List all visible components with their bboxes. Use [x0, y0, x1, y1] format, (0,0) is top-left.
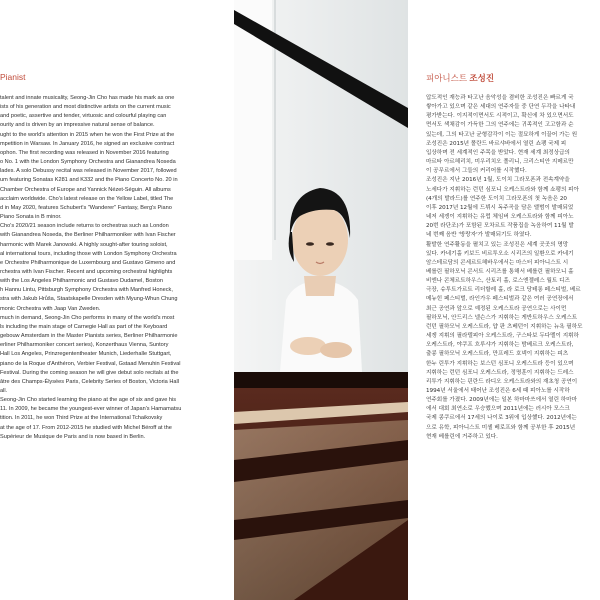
ko-text-line: 1994년 서울에서 태어난 조성진은 6세 때 피아노를 시작하 [426, 388, 570, 394]
ko-text-line: 20번 라단조)가 포함된 모차르트 작품집을 녹음하여 11월 발 [426, 223, 574, 230]
ko-text-line: (4개의 발라드)를 연주한 도이치 그라모폰의 첫 녹음은 20 [426, 195, 567, 202]
english-heading: Pianist [0, 72, 26, 82]
ko-text-line: 리투가 지휘하는 핀란드 라디오 오케스트라와의 재초청 공연이 [426, 378, 578, 385]
en-text-line: h Hannu Lintu, Pittsburgh Symphony Orchestra with Manfred Honeck, [0, 287, 173, 294]
en-text-line: gebouw Amsterdam in the Master Pianists series, Berliner Philharmonie [0, 333, 178, 340]
ko-text-line: 에서 대회 최연소로 우승했으며 2011년에는 러시아 모스크 [426, 406, 570, 413]
en-text-line: ls including the main stage of Carnegie Hall as part of the Keyboard [0, 323, 168, 330]
en-text-line: much in demand, Seong-Jin Cho performs in many of the world's most [0, 314, 175, 321]
en-text-line: monic Orchestra with Jaap Van Zweden. [0, 305, 101, 312]
en-text-line: al international tours, including those with London Symphony Orchestra [0, 250, 177, 257]
en-text-line: talent and innate musicality, Seong-Jin Cho has made his mark as one [0, 95, 175, 101]
en-text-line: stra with Jakub Hrůša, Staatskapelle Dresden with Myung-Whun Chung [0, 296, 178, 303]
ko-text-line: 베를린 필하모닉 콘서트 시리즈를 통해서 베를린 필하모니 홀 [426, 268, 574, 275]
ko-text-line: 극장, 슈투트가르트 리더할레 홀, 라 로크 당테롱 페스티벌, 베르 [426, 287, 581, 294]
korean-heading-name: 조성진 [469, 73, 495, 83]
en-text-line: and poetic, assertive and tender, virtuosic and colourful playing can [0, 113, 167, 120]
ko-text-line: 쌓아가고 있으며 같은 세대의 연주자들 중 단연 두각을 나타내 [426, 104, 576, 111]
ko-text-line: 연주회를 가졌다. 2009년에는 일본 하마마쓰에서 열린 하마마 [426, 397, 577, 404]
en-text-line: um featuring Sonatas K281 and K332 and the Piano Concerto No. 20 in [0, 177, 178, 184]
ko-text-line: 압도적인 재능과 타고난 음악성을 겸비한 조성진은 빠르게 국 [426, 95, 574, 101]
en-text-line: Hall Los Angeles, Prinzregententheater Munich, Liederhalle Stuttgart, [0, 351, 172, 358]
en-text-line: lades. A solo Debussy recital was released in November 2017, followed [0, 168, 177, 175]
en-text-line: rchestra with Ivan Fischer. Recent and upcoming orchestral highlights [0, 268, 173, 275]
ko-text-line: 입상하며 전 세계적인 주목을 받았다. 현재 세계 최정상급의 [426, 149, 570, 156]
en-text-line: Supérieur de Musique de Paris and is now based in Berlin. [0, 433, 146, 440]
en-text-line: ourity and is driven by an impressive natural sense of balance. [0, 122, 155, 129]
ko-text-line: 활발한 연주활동을 펼치고 있는 조성진은 세계 곳곳의 명망 [426, 241, 569, 248]
en-text-line: piano de la Roque d'Anthéron, Verbier Festival, Gstaad Menuhin Festival [0, 360, 181, 367]
korean-heading [426, 72, 494, 84]
ko-text-line: 최근 공연과 앞으로 예정된 오케스트라 공연으로는 사이먼 [426, 305, 567, 312]
ko-text-line: 조성진은 지난 2016년 1월, 도이치 그라모폰과 전속계약을 [426, 177, 570, 184]
en-text-line: Festival. During the coming season he will give debut solo recitals at the [0, 369, 179, 376]
ko-text-line: 조성진은 2015년 폴란드 바르샤바에서 열린 쇼팽 국제 피 [426, 140, 567, 147]
pianist-photo [234, 0, 408, 600]
english-biography [0, 94, 226, 442]
en-text-line: d in May 2020, features Schubert's "Wanderer" Fantasy, Berg's Piano [0, 204, 172, 211]
en-text-line: 11. In 2009, he became the youngest-ever winner of Japan's Hamamatsu [0, 406, 182, 413]
ko-text-line: 이 공무르에서 그들의 커리어를 시작했다. [426, 168, 527, 175]
en-text-line: Cho's 2020/21 season include returns to orchestras such as London [0, 223, 169, 230]
ko-text-line: 지휘하는 런던 심포니 오케스트라, 정명훈이 지휘하는 드레스 [426, 369, 574, 376]
en-text-line: acclaim worldwide. Cho's latest release on the Yellow Label, titled The [0, 195, 174, 202]
korean-biography [426, 94, 600, 442]
ko-text-line: 네 번째 음반 '방랑자'가 발매되기도 하였다. [426, 232, 532, 239]
ko-text-line: 한누 린투가 지휘하는 보스턴 심포니 오케스트라 등이 있으며 [426, 360, 574, 367]
ko-text-line: 네저 세겡이 지휘하는 유럽 체임버 오케스트라와 함께 피아노 [426, 214, 574, 221]
en-text-line: with the Los Angeles Philharmonic and Gustavo Dudamel, Boston [0, 278, 163, 285]
pianist-photo-image [234, 0, 408, 600]
en-text-line: harmonic with Marek Janowski. A highly sought-after touring soloist, [0, 241, 168, 248]
en-text-line: Piano Sonata in B minor. [0, 214, 62, 221]
en-text-line: Seong-Jin Cho started learning the piano at the age of six and gave his [0, 397, 177, 404]
ko-text-line: 마르타 아르헤리치, 미우리치오 폴리니, 크리스티안 지메르만 [426, 159, 574, 166]
ko-text-line: 노세다가 지휘하는 런던 심포니 오케스트라와 함께 쇼팽의 피아 [426, 186, 579, 193]
ko-text-line: 면서도 색채감이 가득한 그의 연주에는 귀족적인 고고함과 순 [426, 122, 574, 129]
korean-column [426, 0, 600, 600]
english-column [0, 0, 226, 600]
en-text-line: ophon. The first recording was released in November 2016 featuring [0, 149, 169, 156]
en-text-line: ught to the world's attention in 2015 when he won the First Prize at the [0, 131, 175, 138]
en-text-line: e Orchestre Philharmonique de Luxembourg and Gustavo Gimeno and [0, 259, 176, 266]
en-text-line: Chamber Orchestra of Europe and Yannick Nézet-Séguin. All albums [0, 186, 171, 193]
ko-text-line: 이후 2017년 12월에 드뷔시 독주곡을 담은 앨범이 발매되었 [426, 204, 574, 211]
ko-text-line: 세겡 지휘의 필라델피아 오케스트라, 구스타보 두다멜이 지휘하 [426, 333, 579, 340]
en-text-line: all. [0, 388, 8, 394]
en-text-line: âtre des Champs-Élysées Paris, Celebrity Series of Boston, Victoria Hall [0, 378, 179, 385]
ko-text-line: 비엔나 콘체르트하우스, 산토리 홀, 로스엔젤레스 월트 디즈 [426, 278, 570, 285]
ko-text-line: 오케스트라, 야쿠프 흐루샤가 지휘하는 밤베르크 오케스트라, [426, 342, 574, 349]
en-text-line: o No. 1 with the London Symphony Orchestra and Gianandrea Noseda [0, 159, 176, 166]
korean-heading-prefix: 피아니스트 [426, 73, 470, 83]
en-text-line: ists of his generation and most distinctive artists on the current music [0, 104, 171, 111]
ko-text-line: 메뉴힌 페스티벌, 라인가우 페스티벌과 같은 여러 공연장에서 [426, 296, 574, 303]
en-text-line: at the age of 17. From 2012-2015 he studied with Michel Béroff at the [0, 424, 172, 431]
ko-text-line: 필하모닉, 안드리스 넬슨스가 지휘하는 게반트하우스 오케스트 [426, 314, 578, 321]
en-text-line: with Gianandrea Noseda, the Berliner Philharmoniker with Ivan Fischer [0, 232, 176, 239]
ko-text-line: 있다. 카네기홀 키보드 비르투오소 시리즈의 일환으로 카네기 [426, 250, 574, 257]
ko-text-line: 암스테르담의 콘세르트헤바우에서는 마스터 피아니스트 시 [426, 259, 569, 266]
ko-text-line: 런던 필하모닉 오케스트라, 얍 판 츠베던이 지휘하는 뉴욕 필하모 [426, 323, 583, 330]
ko-text-line: 으로 유학, 피아니스트 미셸 베로프와 함께 공부한 후 2015년 [426, 424, 576, 431]
ko-text-line: 있는데, 그의 타고난 균형감각이 이는 절묘하게 이끌어 가는 원 [426, 131, 578, 138]
en-text-line: tition. In 2011, he won Third Prize at the International Tchaikovsky [0, 415, 163, 422]
en-text-line: mpetition in Warsaw. In January 2016, he signed an exclusive contract [0, 140, 175, 147]
ko-text-line: 현재 베를린에 거주하고 있다. [426, 433, 498, 440]
en-text-line: erliner Philharmoniker concert series), Konzerthaus Vienna, Suntory [0, 342, 169, 349]
ko-text-line: 국제 콩쿠르에서 17세의 나이로 3위에 입상했다. 2012년에는 [426, 415, 577, 422]
ko-text-line: 평가받는다. 이지적이면서도 시적이고, 확신에 차 있으면서도 [426, 113, 574, 120]
ko-text-line: 출콩 필하모닉 오케스트라, 만프레드 호넥이 지휘하는 피츠 [426, 351, 569, 358]
